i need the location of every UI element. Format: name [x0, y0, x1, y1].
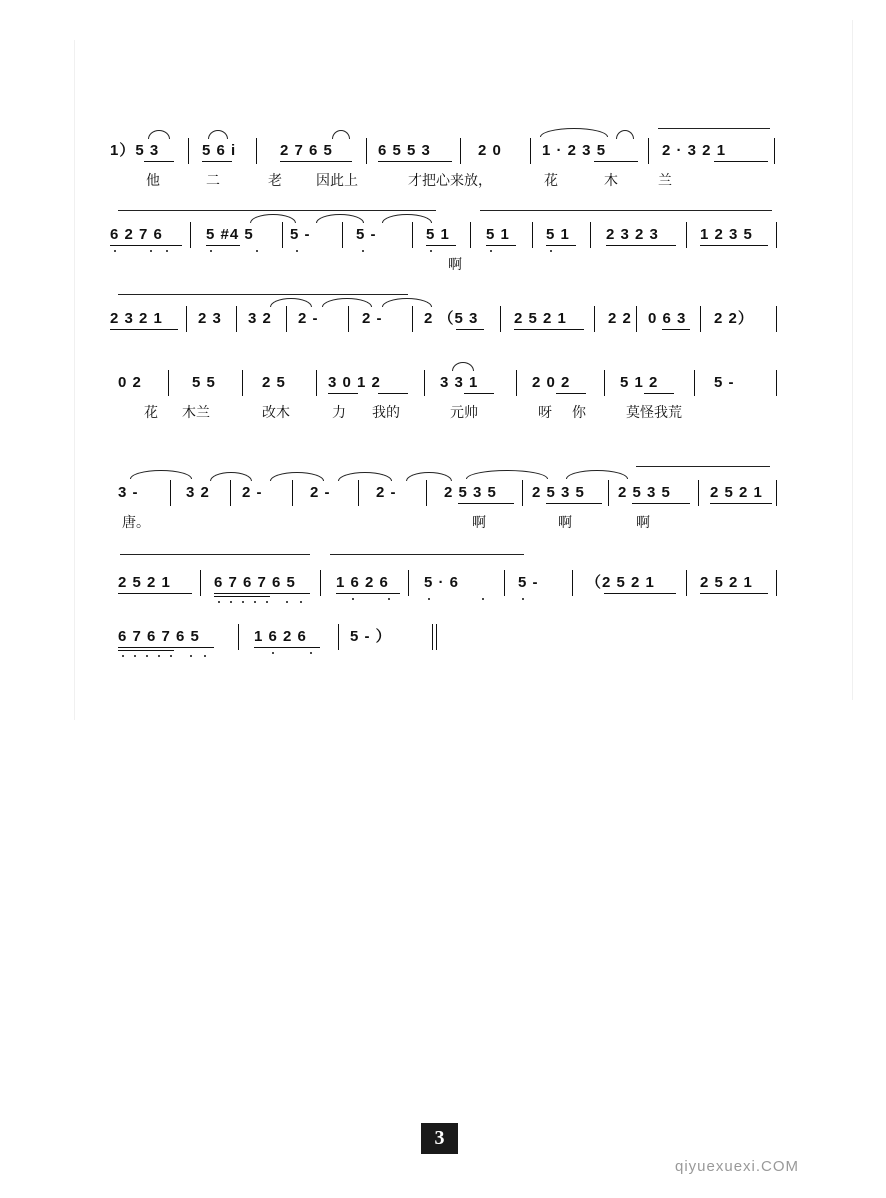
- measure: 5 -: [714, 374, 735, 391]
- octave-dot: [362, 250, 364, 252]
- barline: [608, 480, 609, 506]
- barline: [408, 570, 409, 596]
- octave-dot: [210, 250, 212, 252]
- scan-edge-right: [852, 20, 853, 700]
- underline: [514, 329, 584, 330]
- barline: [190, 222, 191, 248]
- tie-line: [120, 554, 310, 555]
- barline: [286, 306, 287, 332]
- measure: 0 2: [118, 374, 142, 391]
- lyric: 二: [206, 173, 220, 189]
- lyric: 花: [544, 173, 558, 189]
- octave-dot: [166, 250, 168, 252]
- underline: [254, 647, 320, 648]
- lyric: 啊: [448, 257, 462, 273]
- lyrics-row-1: [110, 170, 780, 190]
- measure: 2 -: [298, 310, 319, 327]
- tie-line: [658, 128, 770, 129]
- slur: [210, 472, 252, 481]
- underline: [458, 503, 514, 504]
- measure: 2 2: [608, 310, 632, 327]
- underline: [118, 647, 214, 648]
- octave-dot: [286, 601, 288, 603]
- barline: [236, 306, 237, 332]
- barline: [776, 570, 777, 596]
- barline: [504, 570, 505, 596]
- measure: 3 2: [186, 484, 210, 501]
- octave-dot: [310, 652, 312, 654]
- slur: [208, 130, 228, 139]
- barline: [686, 570, 687, 596]
- lyric: 才把心来放，: [408, 173, 492, 189]
- barline: [256, 138, 257, 164]
- octave-dot: [296, 250, 298, 252]
- barline: [572, 570, 573, 596]
- lyric: 改木: [262, 405, 290, 421]
- lyric: 你: [572, 405, 586, 421]
- barline: [366, 138, 367, 164]
- barline: [186, 306, 187, 332]
- slur: [250, 214, 296, 223]
- tie-line: [118, 210, 436, 211]
- measure: （2 5 2 1: [586, 574, 655, 591]
- octave-dot: [388, 598, 390, 600]
- slur: [406, 472, 452, 481]
- slur: [148, 130, 170, 139]
- measure: 1）5 3: [110, 142, 160, 159]
- measure: 5 6 i: [202, 142, 237, 159]
- measure: 2 7 6 5: [280, 142, 333, 159]
- measure: 2 -: [310, 484, 331, 501]
- underline: [202, 161, 232, 162]
- lyric: 花: [144, 405, 158, 421]
- lyric: 呀: [538, 405, 552, 421]
- barline: [170, 480, 171, 506]
- barline: [774, 138, 775, 164]
- measure: 2 （5 3: [424, 310, 479, 327]
- underline: [464, 393, 494, 394]
- barline: [516, 370, 517, 396]
- underline: [556, 393, 586, 394]
- barline: [500, 306, 501, 332]
- slur: [616, 130, 634, 139]
- underline: [632, 503, 690, 504]
- barline: [530, 138, 531, 164]
- octave-dot: [114, 250, 116, 252]
- barline: [338, 624, 339, 650]
- barline: [316, 370, 317, 396]
- measure: 3 -: [118, 484, 139, 501]
- octave-dot: [300, 601, 302, 603]
- final-barline: [432, 624, 437, 650]
- underline: [604, 593, 676, 594]
- barline: [522, 480, 523, 506]
- underline: [214, 596, 270, 597]
- slur: [270, 472, 324, 481]
- barline: [342, 222, 343, 248]
- underline: [700, 593, 768, 594]
- lyric: 力: [332, 405, 346, 421]
- lyric: 唐。: [122, 515, 150, 531]
- tie-line: [330, 554, 524, 555]
- octave-dot: [242, 601, 244, 603]
- barline: [188, 138, 189, 164]
- measure: 5 5: [192, 374, 216, 391]
- octave-dot: [254, 601, 256, 603]
- measure: 1 6 2 6: [254, 628, 307, 645]
- measure: 2 0: [478, 142, 502, 159]
- barline: [700, 306, 701, 332]
- slur: [452, 362, 474, 371]
- measure: 6 5 5 3: [378, 142, 431, 159]
- underline: [206, 245, 240, 246]
- barline: [348, 306, 349, 332]
- octave-dot: [266, 601, 268, 603]
- lyric: 木兰: [182, 405, 210, 421]
- octave-dot: [170, 655, 172, 657]
- underline: [662, 329, 690, 330]
- lyric: 莫怪我荒: [626, 405, 682, 421]
- barline: [776, 222, 777, 248]
- measure: 5 · 6: [424, 574, 460, 591]
- octave-dot: [190, 655, 192, 657]
- underline: [700, 245, 768, 246]
- tie-line: [636, 466, 770, 467]
- octave-dot: [272, 652, 274, 654]
- measure: 2 -: [376, 484, 397, 501]
- page-number: 3: [421, 1123, 458, 1154]
- barline: [168, 370, 169, 396]
- underline: [426, 245, 456, 246]
- underline: [110, 245, 182, 246]
- barline: [460, 138, 461, 164]
- lyric: 因此上: [316, 173, 358, 189]
- measure: 2 3: [198, 310, 222, 327]
- scan-edge-left: [74, 40, 75, 720]
- measure: 5 -: [518, 574, 539, 591]
- slur: [382, 214, 432, 223]
- barline: [694, 370, 695, 396]
- barline: [776, 370, 777, 396]
- slur: [270, 298, 312, 307]
- barline: [776, 306, 777, 332]
- measure: 1 · 2 3 5: [542, 142, 607, 159]
- barline: [590, 222, 591, 248]
- measure: 6 7 6 7 6 5: [118, 628, 200, 645]
- barline: [282, 222, 283, 248]
- site-watermark: qiyuexuexi.COM: [675, 1158, 800, 1175]
- measure: 6 2 7 6: [110, 226, 163, 243]
- barline: [358, 480, 359, 506]
- lyric: 兰: [658, 173, 672, 189]
- measure: 3 0 1 2: [328, 374, 381, 391]
- octave-dot: [150, 250, 152, 252]
- measure: 2 5 2 1: [700, 574, 753, 591]
- slur: [316, 214, 364, 223]
- score-row-3: [110, 310, 780, 350]
- slur: [338, 472, 392, 481]
- slur: [540, 128, 608, 137]
- underline: [714, 161, 768, 162]
- lyric: 我的: [372, 405, 400, 421]
- measure: 2 3 2 3: [606, 226, 659, 243]
- octave-dot: [428, 598, 430, 600]
- barline: [776, 480, 777, 506]
- octave-dot: [430, 250, 432, 252]
- slur: [322, 298, 372, 307]
- octave-dot: [204, 655, 206, 657]
- score-row-6: [110, 574, 780, 614]
- underline: [606, 245, 676, 246]
- octave-dot: [522, 598, 524, 600]
- lyric: 木: [604, 173, 618, 189]
- underline: [710, 503, 772, 504]
- measure: 2 0 2: [532, 374, 571, 391]
- barline: [636, 306, 637, 332]
- octave-dot: [146, 655, 148, 657]
- measure: 2 5 2 1: [710, 484, 763, 501]
- measure: 0 6 3: [648, 310, 687, 327]
- octave-dot: [134, 655, 136, 657]
- score-row-7: [110, 628, 780, 668]
- underline: [214, 593, 310, 594]
- underline: [110, 329, 178, 330]
- measure: 5 #4 5: [206, 226, 254, 243]
- barline: [412, 222, 413, 248]
- underline: [118, 593, 192, 594]
- barline: [412, 306, 413, 332]
- underline: [486, 245, 516, 246]
- slur: [382, 298, 432, 307]
- measure: 2 5 3 5: [532, 484, 585, 501]
- underline: [144, 161, 174, 162]
- lyrics-row-5: [110, 512, 780, 532]
- lyrics-row-2: [110, 254, 780, 274]
- measure: 5 1: [426, 226, 450, 243]
- measure: 2 5 3 5: [444, 484, 497, 501]
- barline: [238, 624, 239, 650]
- lyrics-row-4: [110, 402, 780, 422]
- measure: 2 · 3 2 1: [662, 142, 727, 159]
- measure: 2 -: [362, 310, 383, 327]
- underline: [594, 161, 638, 162]
- underline: [456, 329, 484, 330]
- measure: 2 5: [262, 374, 286, 391]
- lyric: 啊: [558, 515, 572, 531]
- underline: [546, 503, 602, 504]
- measure: 1 6 2 6: [336, 574, 389, 591]
- slur: [466, 470, 548, 479]
- underline: [644, 393, 674, 394]
- measure: 2 5 2 1: [514, 310, 567, 327]
- measure: 2 5 3 5: [618, 484, 671, 501]
- octave-dot: [352, 598, 354, 600]
- barline: [648, 138, 649, 164]
- measure: 5 -: [356, 226, 377, 243]
- slur: [566, 470, 628, 479]
- measure: 5 - ）: [350, 628, 392, 645]
- slur: [130, 470, 192, 479]
- measure: 5 1 2: [620, 374, 659, 391]
- barline: [426, 480, 427, 506]
- barline: [686, 222, 687, 248]
- lyric: 他: [146, 173, 160, 189]
- measure: 6 7 6 7 6 5: [214, 574, 296, 591]
- barline: [424, 370, 425, 396]
- lyric: 啊: [636, 515, 650, 531]
- octave-dot: [230, 601, 232, 603]
- lyric: 老: [268, 173, 282, 189]
- lyric: 啊: [472, 515, 486, 531]
- measure: 5 1: [486, 226, 510, 243]
- barline: [230, 480, 231, 506]
- measure: 3 3 1: [440, 374, 479, 391]
- barline: [200, 570, 201, 596]
- underline: [378, 393, 408, 394]
- underline: [118, 650, 174, 651]
- measure: 5 1: [546, 226, 570, 243]
- underline: [336, 593, 400, 594]
- barline: [532, 222, 533, 248]
- lyric: 元帅: [450, 405, 478, 421]
- underline: [378, 161, 452, 162]
- octave-dot: [122, 655, 124, 657]
- barline: [604, 370, 605, 396]
- octave-dot: [550, 250, 552, 252]
- slur: [332, 130, 350, 139]
- octave-dot: [158, 655, 160, 657]
- measure: 5 -: [290, 226, 311, 243]
- underline: [546, 245, 576, 246]
- octave-dot: [490, 250, 492, 252]
- measure: 2 2）: [714, 310, 754, 327]
- barline: [470, 222, 471, 248]
- barline: [320, 570, 321, 596]
- tie-line: [118, 294, 408, 295]
- tie-line: [480, 210, 772, 211]
- measure: 1 2 3 5: [700, 226, 753, 243]
- octave-dot: [482, 598, 484, 600]
- barline: [292, 480, 293, 506]
- underline: [280, 161, 352, 162]
- underline: [328, 393, 358, 394]
- barline: [594, 306, 595, 332]
- barline: [698, 480, 699, 506]
- barline: [242, 370, 243, 396]
- measure: 3 2: [248, 310, 272, 327]
- measure: 2 3 2 1: [110, 310, 163, 327]
- octave-dot: [256, 250, 258, 252]
- octave-dot: [218, 601, 220, 603]
- measure: 2 5 2 1: [118, 574, 171, 591]
- measure: 2 -: [242, 484, 263, 501]
